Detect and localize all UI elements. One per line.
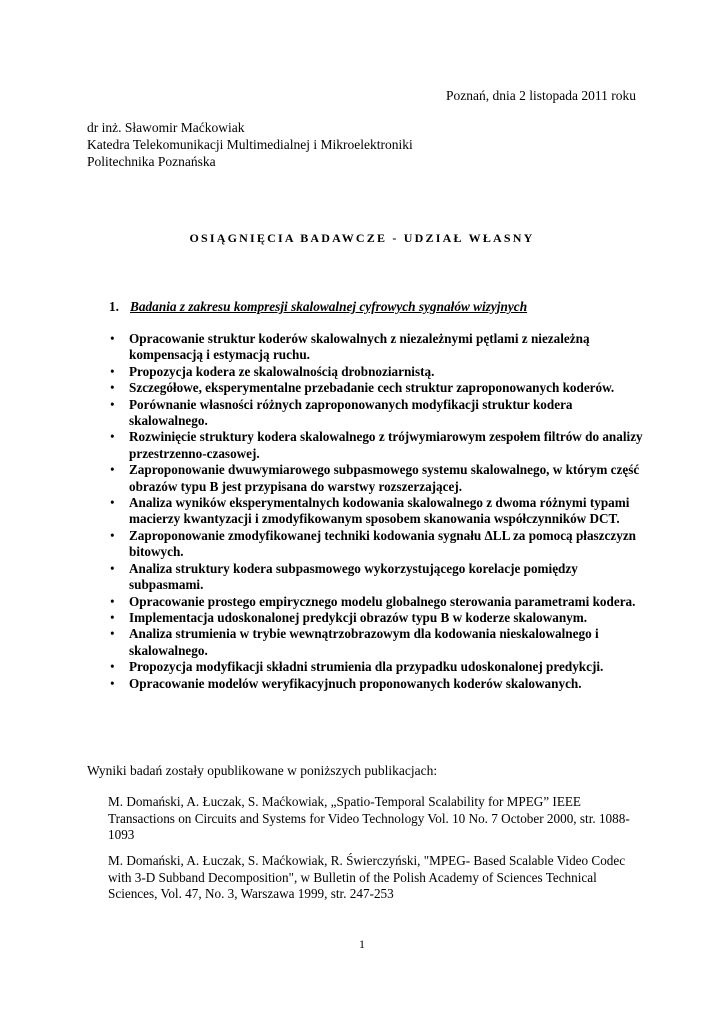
list-item-text: Porównanie własności różnych zaproponowanych modyfikacji struktur kodera skalowalnego. bbox=[129, 396, 573, 429]
section-number: 1. bbox=[109, 299, 119, 314]
list-item-text: Zaproponowanie zmodyfikowanej techniki kodowania sygnału ΔLL za pomocą płaszczyzn bitowych. bbox=[129, 527, 637, 560]
list-item-text: Opracowanie modelów weryfikacyjnuch proponowanych koderów skalowanych. bbox=[129, 675, 582, 691]
author-department: Katedra Telekomunikacji Multimedialnej i Mikroelektroniki bbox=[87, 136, 413, 152]
list-item-text: Szczegółowe, eksperymentalne przebadanie cech struktur zaproponowanych koderów. bbox=[129, 380, 615, 396]
bullet-icon: • bbox=[110, 495, 115, 511]
list-item-text: Analiza strumienia w trybie wewnątrzobrazowym dla kodowania nieskalowalnego i skalowalnego. bbox=[129, 626, 599, 658]
bullet-icon: • bbox=[110, 396, 115, 412]
bullet-icon: • bbox=[110, 331, 115, 346]
list-item bbox=[108, 429, 648, 462]
list-item-text: Implementacja udoskonalonej predykcji obrazów typu B w koderze skalowanym. bbox=[129, 609, 588, 625]
bullet-icon: • bbox=[110, 462, 115, 478]
bullet-icon: • bbox=[110, 429, 115, 445]
list-item bbox=[108, 331, 648, 364]
list-item-text: Analiza struktury kodera subpasmowego wykorzystującego korelacje pomiędzy subpasmami. bbox=[129, 560, 578, 593]
bullet-icon: • bbox=[110, 626, 115, 642]
bullet-icon: • bbox=[110, 659, 115, 675]
author-block bbox=[87, 120, 413, 170]
list-item-text: Opracowanie struktur koderów skalowalnych z niezależnymi pętlami z niezależną kompensacją i estymacją ruchu. bbox=[129, 331, 590, 363]
bullet-icon: • bbox=[110, 675, 115, 691]
list-item-text: Analiza wyników eksperymentalnych kodowania skalowalnego z dwoma różnymi typami macierzy kwantyzacji i zmodyfikowanym sposobem skanowania współczynników DCT. bbox=[129, 495, 630, 527]
publication-entry: M. Domański, A. Łuczak, S. Maćkowiak, „Spatio-Temporal Scalability for MPEG” IEEE Transactions on Circuits and Systems for Video Technology Vol. 10 No. 7 October 2000, str. 1088-1093 bbox=[108, 794, 630, 843]
list-item bbox=[108, 528, 648, 561]
author-name: dr inż. Sławomir Maćkowiak bbox=[87, 120, 245, 135]
list-item bbox=[108, 610, 648, 626]
list-item bbox=[108, 626, 648, 659]
list-item bbox=[108, 495, 648, 528]
bullet-icon: • bbox=[110, 363, 115, 379]
publications-intro: Wyniki badań zostały opublikowane w poniższych publikacjach: bbox=[87, 763, 438, 778]
list-item-text: Zaproponowanie dwuwymiarowego subpasmowego systemu skalowalnego, w którym część obrazów typu B jest przypisana do warstwy rozszerzającej. bbox=[129, 462, 640, 494]
author-university: Politechnika Poznańska bbox=[87, 153, 216, 169]
list-item bbox=[108, 594, 648, 610]
bullet-icon: • bbox=[110, 593, 115, 609]
section-heading-text: Badania z zakresu kompresji skalowalnej cyfrowych sygnałów wizyjnych bbox=[130, 299, 528, 314]
list-item bbox=[108, 676, 648, 692]
bullet-icon: • bbox=[110, 609, 115, 625]
bullet-icon: • bbox=[110, 380, 115, 396]
document-title: OSIĄGNIĘCIA BADAWCZE - UDZIAŁ WŁASNY bbox=[189, 231, 535, 245]
bullet-icon: • bbox=[110, 527, 115, 543]
list-item bbox=[108, 380, 648, 396]
list-item-text: Propozycja kodera ze skalowalnością drobnoziarnistą. bbox=[129, 363, 435, 379]
list-item bbox=[108, 659, 648, 675]
list-item bbox=[108, 364, 648, 380]
achievements-list bbox=[108, 331, 648, 692]
list-item-text: Propozycja modyfikacji składni strumienia dla przypadku udoskonalonej predykcji. bbox=[129, 659, 604, 675]
section-heading bbox=[109, 299, 527, 315]
list-item-text: Opracowanie prostego empirycznego modelu globalnego sterowania parametrami kodera. bbox=[129, 593, 636, 609]
list-item bbox=[108, 397, 648, 430]
list-item bbox=[108, 561, 648, 594]
page-number: 1 bbox=[359, 937, 365, 951]
bullet-icon: • bbox=[110, 560, 115, 576]
date-line: Poznań, dnia 2 listopada 2011 roku bbox=[446, 88, 636, 103]
publication-entry: M. Domański, A. Łuczak, S. Maćkowiak, R. Świerczyński, "MPEG- Based Scalable Video Codec with 3-D Subband Decomposition", w Bulletin of the Polish Academy of Sciences Technical Sciences, Vol. 47, No. 3, Warszawa 1999, str. 247-253 bbox=[108, 853, 626, 902]
list-item bbox=[108, 462, 648, 495]
list-item-text: Rozwinięcie struktury kodera skalowalnego z trójwymiarowym zespołem filtrów do analizy przestrzenno-czasowej. bbox=[129, 429, 643, 461]
